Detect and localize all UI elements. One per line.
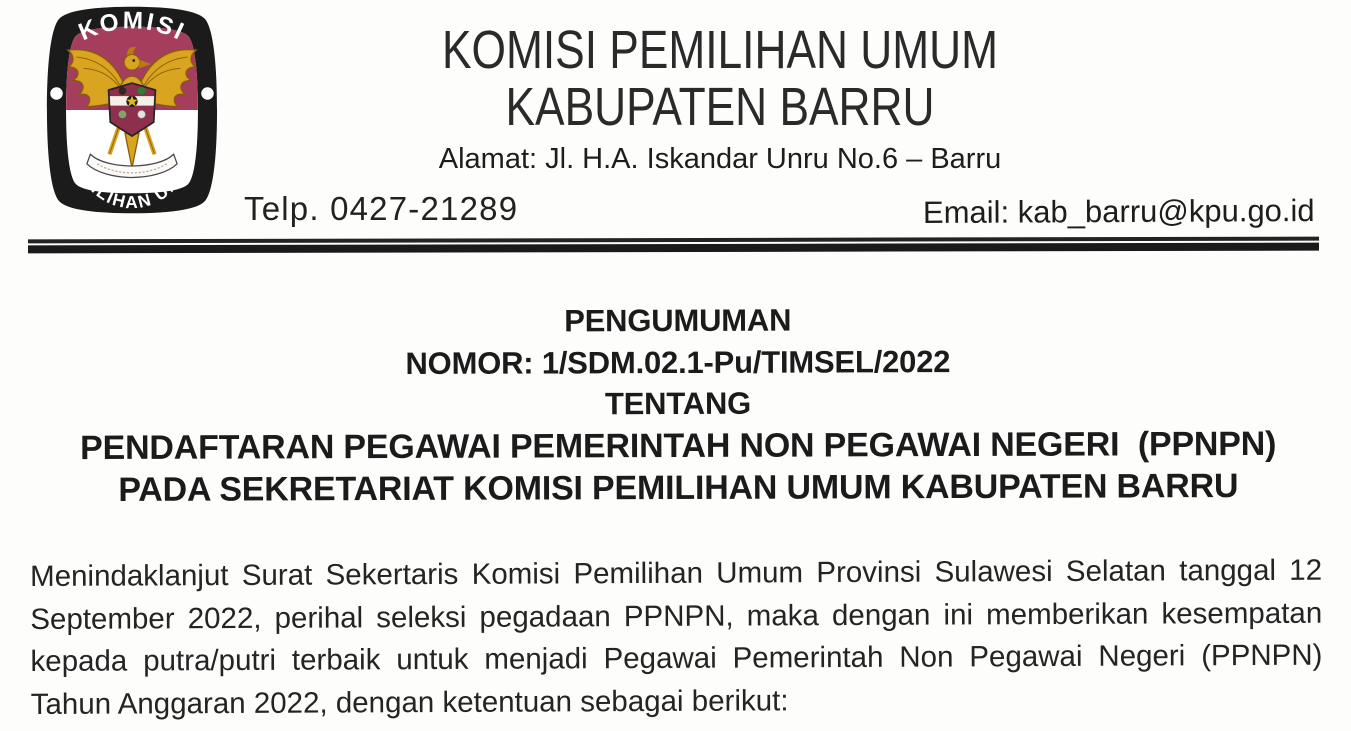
body-line: Menindaklanjut Surat Sekertaris Komisi Pemilihan Umum Provinsi Sulawesi Selatan tanggal 12 [30, 553, 1323, 593]
logo-top-text: KOMISI [74, 7, 190, 47]
title-pengumuman: PENGUMUMAN [564, 302, 792, 339]
title-nomor: NOMOR: 1/SDM.02.1-Pu/TIMSEL/2022 [405, 343, 951, 381]
body-line: Tahun Anggaran 2022, dengan ketentuan sebagai berikut: [30, 684, 789, 721]
title-subject-line2: PADA SEKRETARIAT KOMISI PEMILIHAN UMUM KABUPATEN BARRU [118, 466, 1239, 509]
body-paragraph [30, 550, 1323, 727]
org-name-line1: KOMISI PEMILIHAN UMUM [441, 20, 999, 80]
document-title-block [0, 298, 1351, 511]
rule-thick-line [28, 243, 1319, 254]
body-line: September 2022, perihal seleksi pegadaan PPNPN, maka dengan ini memberikan kesempatan [30, 596, 1323, 636]
letterhead-double-rule [28, 237, 1319, 254]
title-tentang: TENTANG [604, 385, 752, 422]
org-name-line2: KABUPATEN BARRU [505, 77, 935, 137]
letterhead [170, 22, 1270, 176]
logo-bottom-text: PEMILIHAN UMUM [64, 147, 201, 213]
title-subject-line1: PENDAFTARAN PEGAWAI PEMERINTAH NON PEGAWAI NEGERI (PPNPN) [80, 424, 1277, 467]
body-line: kepada putra/putri terbaik untuk menjadi Pegawai Pemerintah Non Pegawai Negeri (PPNPN) [30, 638, 1323, 679]
logo-left-dot [50, 87, 62, 99]
org-email: Email: kab_barru@kpu.go.id [923, 192, 1316, 231]
org-address: Alamat: Jl. H.A. Iskandar Unru No.6 – Barru [438, 143, 1002, 175]
org-phone: Telp. 0427-21289 [244, 190, 519, 227]
